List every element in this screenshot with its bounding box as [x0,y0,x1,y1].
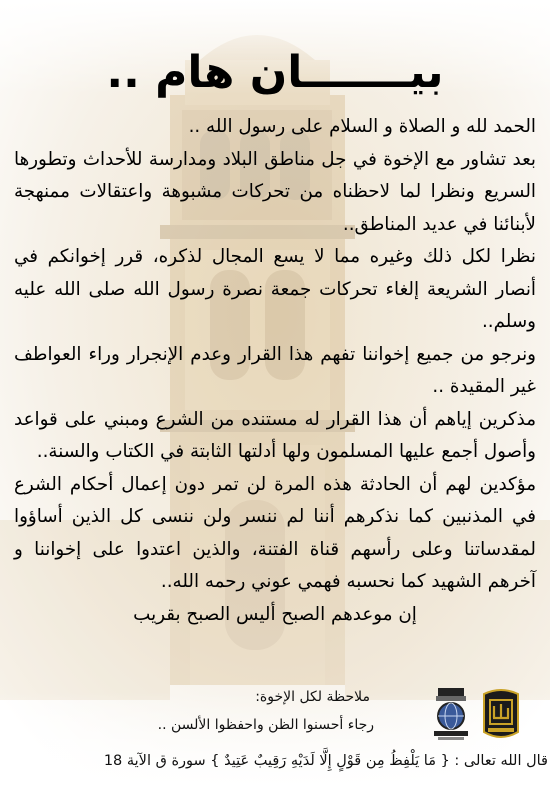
paragraph-closing: إن موعدهم الصبح أليس الصبح بقريب [133,603,417,625]
quran-verse: قال الله تعالى : { مَا يَلْفِظُ مِن قَوْلٍ إِلَّا لَدَيْهِ رَقِيبٌ عَتِيدٌ } سورة ق الآية 18 [103,753,548,769]
paragraph-request: ونرجو من جميع إخواننا تفهم هذا القرار وعدم الإنجرار وراء العواطف غير المقيدة .. [14,343,536,397]
paragraph-consultation: بعد تشاور مع الإخوة في جل مناطق البلاد ومدارسة للأحداث وتطورها السريع ونظرا لما لاحظناه من تحركات مشبوهة واعتقالات ممنهجة لأبنائنا في عديد المناطق.. [14,148,536,235]
paragraph-decision: نظرا لكل ذلك وغيره مما لا يسع المجال لذكره، قرر إخوانكم في أنصار الشريعة إلغاء تحركات جمعة نصرة رسول الله صلى الله عليه وسلم.. [14,246,536,332]
paragraph-assurance: مؤكدين لهم أن الحادثة هذه المرة لن تمر دون إعمال أحكام الشرع في المذنبين كما نذكرهم أننا لم ننسر ولن ننسى كل الذين أساؤوا لمقدساتنا وعلى رأسهم قناة الفتنة، والذين اعتدوا على إخواننا و آخرهم الشهيد كما نحسبه فهمي عوني رحمه الله.. [14,473,536,592]
statement-body [14,111,536,631]
note-text: رجاء أحسنوا الظن واحفظوا الألسن .. [157,717,374,733]
ansar-al-sharia-emblem-icon [482,686,520,742]
note-heading: ملاحظة لكل الإخوة: [255,689,370,705]
page-title: بيـــــــان هام .. [106,47,444,98]
paragraph-opening: الحمد لله و الصلاة و السلام على رسول الله .. [188,116,536,137]
globe-emblem-icon [432,686,470,742]
paragraph-reminder: مذكرين إياهم أن هذا القرار له مستنده من الشرع ومبني على قواعد وأصول أجمع عليها المسلمون ولها أدلتها الثابتة في الكتاب والسنة.. [14,408,536,462]
